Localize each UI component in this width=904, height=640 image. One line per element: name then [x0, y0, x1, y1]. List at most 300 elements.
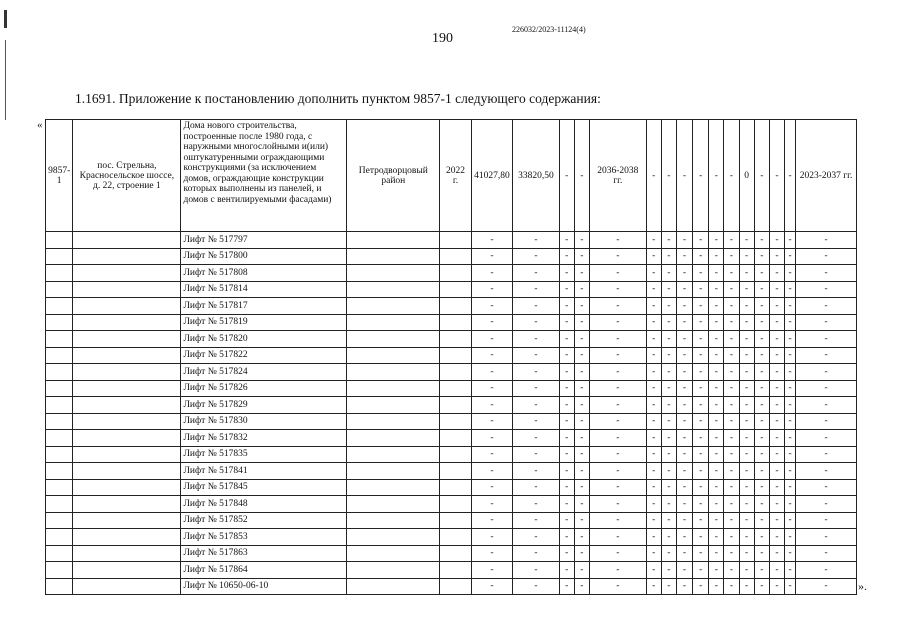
dash-cell: - [796, 446, 857, 463]
dash-cell: - [574, 496, 589, 513]
dash-cell: - [589, 463, 646, 480]
dash-cell: - [739, 364, 754, 381]
dash-cell: - [559, 496, 574, 513]
dash-cell: - [513, 512, 560, 529]
dash-cell: - [739, 265, 754, 282]
dash-cell: - [676, 298, 692, 315]
dash-cell: - [646, 545, 661, 562]
dash-cell: - [796, 232, 857, 249]
table-row [46, 446, 857, 463]
empty-cell [73, 314, 181, 331]
empty-cell [347, 281, 440, 298]
dash-cell: - [676, 232, 692, 249]
dash-cell: - [785, 562, 796, 579]
dash-cell: - [471, 562, 512, 579]
dash-cell: - [559, 430, 574, 447]
empty-cell [440, 413, 471, 430]
dash-cell: - [709, 562, 724, 579]
dash-cell: - [471, 430, 512, 447]
dash-cell: - [724, 562, 739, 579]
value-cell: - [724, 120, 739, 232]
dash-cell: - [796, 314, 857, 331]
dash-cell: - [559, 545, 574, 562]
dash-cell: - [724, 397, 739, 414]
dash-cell: - [769, 298, 784, 315]
dash-cell: - [646, 463, 661, 480]
dash-cell: - [709, 446, 724, 463]
empty-cell [440, 578, 471, 595]
dash-cell: - [661, 479, 676, 496]
dash-cell: - [785, 364, 796, 381]
dash-cell: - [676, 529, 692, 546]
dash-cell: - [559, 380, 574, 397]
empty-cell [440, 562, 471, 579]
empty-cell [347, 479, 440, 496]
table-row [46, 298, 857, 315]
dash-cell: - [739, 281, 754, 298]
dash-cell: - [739, 496, 754, 513]
section-heading: 1.1691. Приложение к постановлению дополнить пунктом 9857-1 следующего содержания: [75, 91, 601, 106]
dash-cell: - [559, 298, 574, 315]
dash-cell: - [661, 512, 676, 529]
dash-cell: - [785, 446, 796, 463]
dash-cell: - [471, 496, 512, 513]
dash-cell: - [709, 380, 724, 397]
dash-cell: - [769, 529, 784, 546]
dash-cell: - [471, 298, 512, 315]
dash-cell: - [693, 463, 709, 480]
dash-cell: - [471, 232, 512, 249]
dash-cell: - [676, 347, 692, 364]
dash-cell: - [471, 529, 512, 546]
dash-cell: - [471, 463, 512, 480]
dash-cell: - [589, 479, 646, 496]
table-row [46, 331, 857, 348]
dash-cell: - [754, 380, 769, 397]
empty-cell [46, 512, 73, 529]
dash-cell: - [513, 562, 560, 579]
dash-cell: - [574, 512, 589, 529]
dash-cell: - [796, 562, 857, 579]
empty-cell [46, 479, 73, 496]
dash-cell: - [589, 446, 646, 463]
value-cell: - [754, 120, 769, 232]
dash-cell: - [693, 314, 709, 331]
empty-cell [440, 463, 471, 480]
area-total-cell: 41027,80 [471, 120, 512, 232]
page-number: 190 [432, 31, 453, 46]
dash-cell: - [769, 248, 784, 265]
lift-label: Лифт № 517863 [181, 545, 347, 562]
table-row [46, 314, 857, 331]
dash-cell: - [589, 331, 646, 348]
dash-cell: - [724, 545, 739, 562]
dash-cell: - [796, 545, 857, 562]
dash-cell: - [559, 578, 574, 595]
dash-cell: - [513, 479, 560, 496]
dash-cell: - [574, 562, 589, 579]
empty-cell [347, 446, 440, 463]
dash-cell: - [769, 331, 784, 348]
dash-cell: - [739, 413, 754, 430]
dash-cell: - [661, 364, 676, 381]
empty-cell [347, 265, 440, 282]
empty-cell [347, 397, 440, 414]
dash-cell: - [661, 248, 676, 265]
dash-cell: - [513, 265, 560, 282]
empty-cell [73, 578, 181, 595]
empty-cell [73, 347, 181, 364]
dash-cell: - [471, 364, 512, 381]
empty-cell [46, 248, 73, 265]
dash-cell: - [709, 430, 724, 447]
empty-cell [46, 298, 73, 315]
dash-cell: - [676, 512, 692, 529]
dash-cell: - [559, 397, 574, 414]
dash-cell: - [724, 479, 739, 496]
empty-cell [440, 512, 471, 529]
dash-cell: - [513, 380, 560, 397]
empty-cell [347, 248, 440, 265]
dash-cell: - [739, 232, 754, 249]
empty-cell [73, 232, 181, 249]
dash-cell: - [589, 281, 646, 298]
lift-label: Лифт № 517835 [181, 446, 347, 463]
lift-label: Лифт № 517829 [181, 397, 347, 414]
dash-cell: - [574, 545, 589, 562]
dash-cell: - [754, 512, 769, 529]
dash-cell: - [769, 430, 784, 447]
dash-cell: - [676, 430, 692, 447]
lift-label: Лифт № 517853 [181, 529, 347, 546]
empty-cell [73, 463, 181, 480]
empty-cell [440, 314, 471, 331]
dash-cell: - [693, 512, 709, 529]
dash-cell: - [574, 232, 589, 249]
dash-cell: - [785, 496, 796, 513]
dash-cell: - [559, 529, 574, 546]
dash-cell: - [471, 347, 512, 364]
dash-cell: - [646, 364, 661, 381]
dash-cell: - [513, 281, 560, 298]
dash-cell: - [754, 281, 769, 298]
lift-label: Лифт № 517822 [181, 347, 347, 364]
dash-cell: - [471, 512, 512, 529]
dash-cell: - [471, 446, 512, 463]
dash-cell: - [739, 545, 754, 562]
dash-cell: - [676, 562, 692, 579]
lift-label: Лифт № 517852 [181, 512, 347, 529]
dash-cell: - [693, 331, 709, 348]
value-cell: - [693, 120, 709, 232]
dash-cell: - [589, 347, 646, 364]
dash-cell: - [739, 463, 754, 480]
dash-cell: - [709, 248, 724, 265]
dash-cell: - [661, 331, 676, 348]
empty-cell [46, 430, 73, 447]
dash-cell: - [646, 331, 661, 348]
value-cell: - [769, 120, 784, 232]
empty-cell [440, 281, 471, 298]
dash-cell: - [676, 479, 692, 496]
dash-cell: - [676, 463, 692, 480]
dash-cell: - [661, 446, 676, 463]
dash-cell: - [513, 298, 560, 315]
dash-cell: - [661, 347, 676, 364]
empty-cell [73, 413, 181, 430]
dash-cell: - [754, 529, 769, 546]
dash-cell: - [559, 347, 574, 364]
dash-cell: - [676, 446, 692, 463]
dash-cell: - [676, 248, 692, 265]
dash-cell: - [693, 248, 709, 265]
dash-cell: - [646, 232, 661, 249]
dash-cell: - [724, 364, 739, 381]
dash-cell: - [513, 248, 560, 265]
dash-cell: - [471, 248, 512, 265]
dash-cell: - [785, 298, 796, 315]
dash-cell: - [676, 314, 692, 331]
empty-cell [73, 397, 181, 414]
dash-cell: - [676, 281, 692, 298]
table-row [46, 578, 857, 595]
lift-label: Лифт № 517820 [181, 331, 347, 348]
dash-cell: - [785, 232, 796, 249]
empty-cell [73, 496, 181, 513]
description-cell: Дома нового строительства, построенные после 1980 года, с наружными многослойными и(или) оштукатуренными ограждающими конструкциями (за исключением домов, ограждающие конструкции которых выполнены из панелей, и домов с вентилируемыми фасадами) [181, 120, 347, 232]
dash-cell: - [693, 364, 709, 381]
table-row [46, 512, 857, 529]
dash-cell: - [559, 248, 574, 265]
dash-cell: - [646, 397, 661, 414]
value-cell: - [785, 120, 796, 232]
dash-cell: - [559, 314, 574, 331]
dash-cell: - [559, 265, 574, 282]
empty-cell [46, 562, 73, 579]
table-row [46, 430, 857, 447]
lift-label: Лифт № 517819 [181, 314, 347, 331]
dash-cell: - [709, 281, 724, 298]
dash-cell: - [693, 413, 709, 430]
dash-cell: - [724, 298, 739, 315]
table-row [46, 380, 857, 397]
empty-cell [46, 331, 73, 348]
dash-cell: - [785, 413, 796, 430]
dash-cell: - [693, 545, 709, 562]
dash-cell: - [513, 331, 560, 348]
dash-cell: - [754, 347, 769, 364]
dash-cell: - [796, 331, 857, 348]
empty-cell [46, 413, 73, 430]
table-row [46, 413, 857, 430]
empty-cell [73, 331, 181, 348]
dash-cell: - [676, 413, 692, 430]
dash-cell: - [589, 397, 646, 414]
dash-cell: - [646, 380, 661, 397]
dash-cell: - [769, 397, 784, 414]
dash-cell: - [693, 265, 709, 282]
dash-cell: - [785, 265, 796, 282]
lift-label: Лифт № 517832 [181, 430, 347, 447]
dash-cell: - [769, 463, 784, 480]
dash-cell: - [754, 331, 769, 348]
dash-cell: - [709, 298, 724, 315]
empty-cell [73, 545, 181, 562]
dash-cell: - [693, 281, 709, 298]
dash-cell: - [739, 248, 754, 265]
dash-cell: - [796, 479, 857, 496]
empty-cell [347, 380, 440, 397]
lift-label: Лифт № 517808 [181, 265, 347, 282]
lift-label: Лифт № 517800 [181, 248, 347, 265]
dash-cell: - [589, 529, 646, 546]
dash-cell: - [769, 281, 784, 298]
dash-cell: - [559, 364, 574, 381]
dash-cell: - [796, 430, 857, 447]
dash-cell: - [754, 364, 769, 381]
empty-cell [440, 446, 471, 463]
empty-cell [347, 512, 440, 529]
empty-cell [347, 331, 440, 348]
dash-cell: - [589, 265, 646, 282]
dash-cell: - [513, 545, 560, 562]
empty-cell [440, 397, 471, 414]
dash-cell: - [693, 562, 709, 579]
dash-cell: - [589, 248, 646, 265]
table-row [46, 281, 857, 298]
empty-cell [347, 496, 440, 513]
dash-cell: - [769, 512, 784, 529]
dash-cell: - [724, 413, 739, 430]
dash-cell: - [471, 413, 512, 430]
dash-cell: - [589, 232, 646, 249]
lift-label: Лифт № 517830 [181, 413, 347, 430]
dash-cell: - [513, 232, 560, 249]
dash-cell: - [471, 331, 512, 348]
address-cell: пос. Стрельна, Красносельское шоссе, д. 22, строение 1 [73, 120, 181, 232]
dash-cell: - [693, 446, 709, 463]
dash-cell: - [785, 397, 796, 414]
empty-cell [73, 529, 181, 546]
dash-cell: - [754, 545, 769, 562]
value-cell: - [676, 120, 692, 232]
dash-cell: - [709, 397, 724, 414]
dash-cell: - [661, 281, 676, 298]
dash-cell: - [769, 413, 784, 430]
dash-cell: - [724, 248, 739, 265]
dash-cell: - [693, 380, 709, 397]
table-row [46, 232, 857, 249]
binding-mark [4, 10, 7, 28]
binding-line [5, 40, 6, 120]
empty-cell [46, 347, 73, 364]
dash-cell: - [796, 529, 857, 546]
table-row [46, 463, 857, 480]
area-living-cell: 33820,50 [513, 120, 560, 232]
dash-cell: - [693, 397, 709, 414]
dash-cell: - [589, 380, 646, 397]
dash-cell: - [676, 380, 692, 397]
dash-cell: - [739, 314, 754, 331]
dash-cell: - [646, 347, 661, 364]
empty-cell [440, 496, 471, 513]
dash-cell: - [513, 463, 560, 480]
dash-cell: - [676, 265, 692, 282]
dash-cell: - [769, 314, 784, 331]
year-cell: 2022 г. [440, 120, 471, 232]
dash-cell: - [574, 265, 589, 282]
dash-cell: - [513, 578, 560, 595]
value-cell: 0 [739, 120, 754, 232]
lift-label: Лифт № 517841 [181, 463, 347, 480]
empty-cell [73, 512, 181, 529]
empty-cell [46, 265, 73, 282]
table-row [46, 397, 857, 414]
dash-cell: - [589, 496, 646, 513]
empty-cell [73, 281, 181, 298]
dash-cell: - [513, 314, 560, 331]
lift-label: Лифт № 517817 [181, 298, 347, 315]
dash-cell: - [785, 529, 796, 546]
lift-label: Лифт № 517824 [181, 364, 347, 381]
dash-cell: - [513, 529, 560, 546]
dash-cell: - [574, 331, 589, 348]
dash-cell: - [724, 281, 739, 298]
dash-cell: - [785, 347, 796, 364]
dash-cell: - [754, 578, 769, 595]
value-cell: - [559, 120, 574, 232]
dash-cell: - [739, 479, 754, 496]
dash-cell: - [709, 496, 724, 513]
dash-cell: - [471, 265, 512, 282]
dash-cell: - [769, 364, 784, 381]
empty-cell [73, 430, 181, 447]
empty-cell [46, 364, 73, 381]
empty-cell [347, 364, 440, 381]
lift-label: Лифт № 517826 [181, 380, 347, 397]
dash-cell: - [661, 529, 676, 546]
empty-cell [46, 446, 73, 463]
dash-cell: - [769, 380, 784, 397]
dash-cell: - [739, 446, 754, 463]
dash-cell: - [754, 430, 769, 447]
dash-cell: - [574, 380, 589, 397]
dash-cell: - [574, 578, 589, 595]
dash-cell: - [796, 380, 857, 397]
dash-cell: - [724, 578, 739, 595]
dash-cell: - [754, 248, 769, 265]
dash-cell: - [693, 529, 709, 546]
dash-cell: - [661, 232, 676, 249]
dash-cell: - [559, 413, 574, 430]
dash-cell: - [676, 397, 692, 414]
empty-cell [347, 347, 440, 364]
empty-cell [440, 364, 471, 381]
dash-cell: - [646, 562, 661, 579]
dash-cell: - [661, 265, 676, 282]
dash-cell: - [754, 562, 769, 579]
dash-cell: - [709, 413, 724, 430]
dash-cell: - [709, 545, 724, 562]
dash-cell: - [646, 265, 661, 282]
dash-cell: - [646, 446, 661, 463]
dash-cell: - [661, 314, 676, 331]
dash-cell: - [693, 479, 709, 496]
empty-cell [46, 314, 73, 331]
empty-cell [46, 463, 73, 480]
dash-cell: - [676, 496, 692, 513]
appendix-table [45, 119, 857, 595]
